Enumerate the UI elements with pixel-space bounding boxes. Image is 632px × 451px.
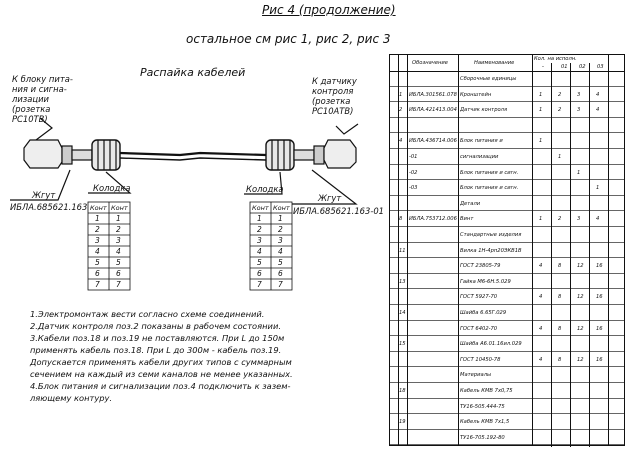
left-pin-a: 1: [95, 214, 100, 223]
right-pin-b: 6: [278, 269, 283, 278]
left-plug-ring: [62, 146, 72, 164]
spec-code: ИБЛА.436714.006: [409, 138, 457, 145]
spec-code: -02: [409, 169, 418, 176]
spec-qty: 4: [596, 91, 600, 98]
spec-qty: 1: [539, 91, 543, 98]
spec-pos: 8: [399, 216, 403, 223]
spec-name: Вилка 1Н-4рп20ЭКВ1В: [460, 247, 522, 254]
left-pin-b: 6: [116, 269, 121, 278]
left-pin-a: 6: [95, 269, 100, 278]
spec-code: -01: [409, 154, 418, 160]
spec-qty: 1: [558, 154, 562, 160]
spec-qty: 2: [558, 216, 562, 223]
note-line: 3.Кабели поз.18 и поз.19 не поставляются. При L до 150м: [30, 333, 285, 343]
spec-name: Материалы: [460, 372, 492, 379]
right-pin-b: 2: [278, 225, 283, 234]
left-pin-a: 5: [95, 258, 100, 267]
spec-qty: 4: [539, 263, 543, 270]
right-pin-a: 3: [257, 236, 262, 245]
right-pin-b: 4: [278, 247, 283, 256]
spec-pos: 18: [399, 388, 406, 394]
spec-name: ТУ16-505.444-75: [460, 403, 505, 410]
spec-name: Гайка М6-6Н.5.029: [460, 278, 511, 285]
figure-title: Рис 4 (продолжение): [262, 3, 396, 17]
right-target-label: К датчику контроля (розетка РС10АТВ): [312, 76, 357, 116]
right-plug-shaft: [294, 150, 314, 160]
spec-code: -03: [409, 185, 418, 192]
spec-pos: 1: [399, 91, 403, 98]
left-plug-body: [24, 140, 62, 168]
left-table-header-2: Конт: [111, 204, 128, 212]
spec-name: ГОСТ 10450-78: [460, 356, 501, 363]
right-plug-body: [324, 140, 356, 168]
left-harness-leader: [10, 170, 70, 200]
left-pin-b: 4: [116, 247, 121, 256]
left-pin-a: 7: [95, 280, 100, 289]
spec-qty: 12: [577, 263, 584, 270]
left-harness-code: ИБЛА.685621.163: [10, 202, 88, 212]
note-line: 2.Датчик контроля поз.2 показаны в рабочем состоянии.: [30, 321, 281, 331]
spec-qty: 1: [539, 138, 543, 145]
right-plug-ring: [314, 146, 324, 164]
spec-qty: 4: [596, 107, 600, 114]
left-pin-a: 3: [95, 236, 100, 245]
spec-name: Блок питания и: [460, 138, 503, 145]
spec-name: Кронштейн: [460, 91, 492, 98]
right-harness-label: Жгут: [318, 193, 342, 203]
spec-qty: 1: [577, 169, 581, 176]
spec-pos: 13: [399, 278, 406, 285]
cable-diagram: [0, 0, 380, 300]
spec-qty: 1: [596, 185, 600, 192]
spec-pos: 4: [399, 138, 403, 145]
right-pin-a: 5: [257, 258, 262, 267]
figure-subtitle: остальное см рис 1, рис 2, рис 3: [186, 32, 391, 46]
right-pin-b: 3: [278, 236, 283, 245]
note-line: ляющему контуру.: [30, 393, 113, 403]
right-table-header-2: Конт: [273, 204, 290, 212]
spec-qty: 4: [539, 325, 543, 332]
spec-qty: 2: [558, 107, 562, 114]
left-pin-b: 7: [116, 280, 121, 289]
note-line: 4.Блок питания и сигнализации поз.4 подключить к зазем-: [30, 381, 291, 391]
left-pin-b: 3: [116, 236, 121, 245]
spec-pos: 14: [399, 310, 406, 316]
cable-line: [120, 153, 266, 155]
left-pin-a: 2: [95, 225, 100, 234]
spec-name: ГОСТ 6402-70: [460, 325, 498, 332]
spec-qty: 4: [596, 216, 600, 223]
spec-name: ТУ16-705.192-80: [460, 434, 505, 441]
right-block-leader: [244, 172, 282, 194]
spec-name: Кабель КМВ 7x1,5: [460, 419, 510, 426]
spec-name: Сборочные единицы: [460, 76, 517, 82]
left-harness-label: Жгут: [32, 190, 56, 200]
spec-qty: 4: [539, 356, 543, 363]
note-line: применять кабель поз.18. При L до 300м - кабель поз.19.: [30, 345, 282, 355]
left-pin-b: 2: [116, 225, 121, 234]
spec-code: ИБЛА.301561.078: [409, 91, 457, 98]
spec-qty: 3: [577, 216, 581, 223]
spec-pos: 15: [399, 341, 406, 348]
note-line: сечением на каждый из семи каналов не менее указанных.: [30, 369, 293, 379]
left-pin-a: 4: [95, 247, 100, 256]
spec-qty: 1: [539, 107, 543, 114]
spec-name: Блок питания и сигн.: [460, 169, 519, 176]
spec-name: Детали: [460, 200, 481, 207]
spec-qty: 2: [558, 91, 562, 98]
spec-header-v1: 01: [561, 64, 568, 70]
spec-qty: 3: [577, 91, 581, 98]
spec-header-v2: 02: [579, 64, 586, 70]
right-pin-a: 6: [257, 269, 262, 278]
spec-pos: 11: [399, 247, 406, 254]
left-block-leader: [88, 172, 130, 193]
note-line: Допускается применять кабели других типов с суммарным: [30, 357, 292, 367]
right-pin-a: 4: [257, 247, 262, 256]
left-pin-b: 5: [116, 258, 121, 267]
right-table-header-1: Конт: [252, 204, 269, 212]
spec-name: Кабель КМВ 7x0,75: [460, 388, 513, 394]
specification-table: [389, 54, 625, 446]
spec-name: сигнализации: [460, 154, 499, 160]
spec-pos: 19: [399, 419, 406, 426]
spec-code: ИБЛА.421413.004: [409, 107, 457, 114]
right-harness-leader: [292, 170, 356, 204]
right-pin-b: 5: [278, 258, 283, 267]
left-target-label: К блоку пита- ния и сигна- лизации (розетка РС10ТВ): [12, 74, 73, 124]
spec-name: ГОСТ 23805-79: [460, 263, 501, 270]
right-harness-code: ИБЛА.685621.163-01: [293, 206, 384, 216]
left-block-label: Колодка: [93, 183, 131, 193]
notes-block: [30, 308, 293, 404]
spec-header-code: Обозначение: [412, 60, 448, 66]
spec-name: ГОСТ 5927-70: [460, 294, 498, 301]
left-pin-b: 1: [116, 214, 121, 223]
spec-code: ИБЛА.753712.006: [409, 216, 457, 223]
spec-qty: 12: [577, 294, 584, 301]
spec-pos: 2: [399, 107, 403, 114]
left-table-header-1: Конт: [90, 204, 107, 212]
note-line: 1.Электромонтаж вести согласно схеме соединений.: [30, 309, 265, 319]
spec-qty: 3: [577, 107, 581, 114]
spec-qty: 8: [558, 356, 562, 363]
spec-qty: 4: [539, 294, 543, 301]
spec-name: Винт: [460, 216, 474, 223]
left-target-pointer: [36, 118, 52, 140]
spec-qty: 8: [558, 294, 562, 301]
diagram-heading: Распайка кабелей: [140, 66, 246, 79]
spec-name: Шайба A6.01.16ил.029: [460, 341, 522, 348]
spec-qty: 12: [577, 356, 584, 363]
right-pin-a: 7: [257, 280, 262, 289]
spec-header-name: Наименование: [474, 60, 515, 66]
left-plug-shaft: [72, 150, 92, 160]
spec-qty: 8: [558, 263, 562, 270]
spec-header-v3: 03: [597, 64, 604, 70]
spec-qty: 16: [596, 356, 603, 363]
right-pin-b: 7: [278, 280, 283, 289]
right-pin-a: 1: [257, 214, 262, 223]
spec-qty: 16: [596, 325, 603, 332]
right-target-pointer: [336, 124, 358, 134]
right-block-label: Колодка: [246, 184, 284, 194]
spec-qty: 12: [577, 325, 584, 332]
spec-header-qty: Кол. на исполн.: [534, 56, 577, 62]
spec-name: Стандартные изделия: [460, 232, 522, 238]
spec-qty: 16: [596, 294, 603, 301]
right-pin-a: 2: [257, 225, 262, 234]
spec-name: Шайба 6.65Г.029: [460, 310, 507, 316]
spec-qty: 16: [596, 263, 603, 270]
spec-qty: 8: [558, 325, 562, 332]
spec-name: Блок питания и сигн.: [460, 185, 519, 192]
spec-name: Датчик контроля: [460, 107, 508, 114]
spec-qty: 1: [539, 216, 543, 223]
spec-header-v0: -: [542, 64, 544, 70]
right-pin-b: 1: [278, 214, 283, 223]
